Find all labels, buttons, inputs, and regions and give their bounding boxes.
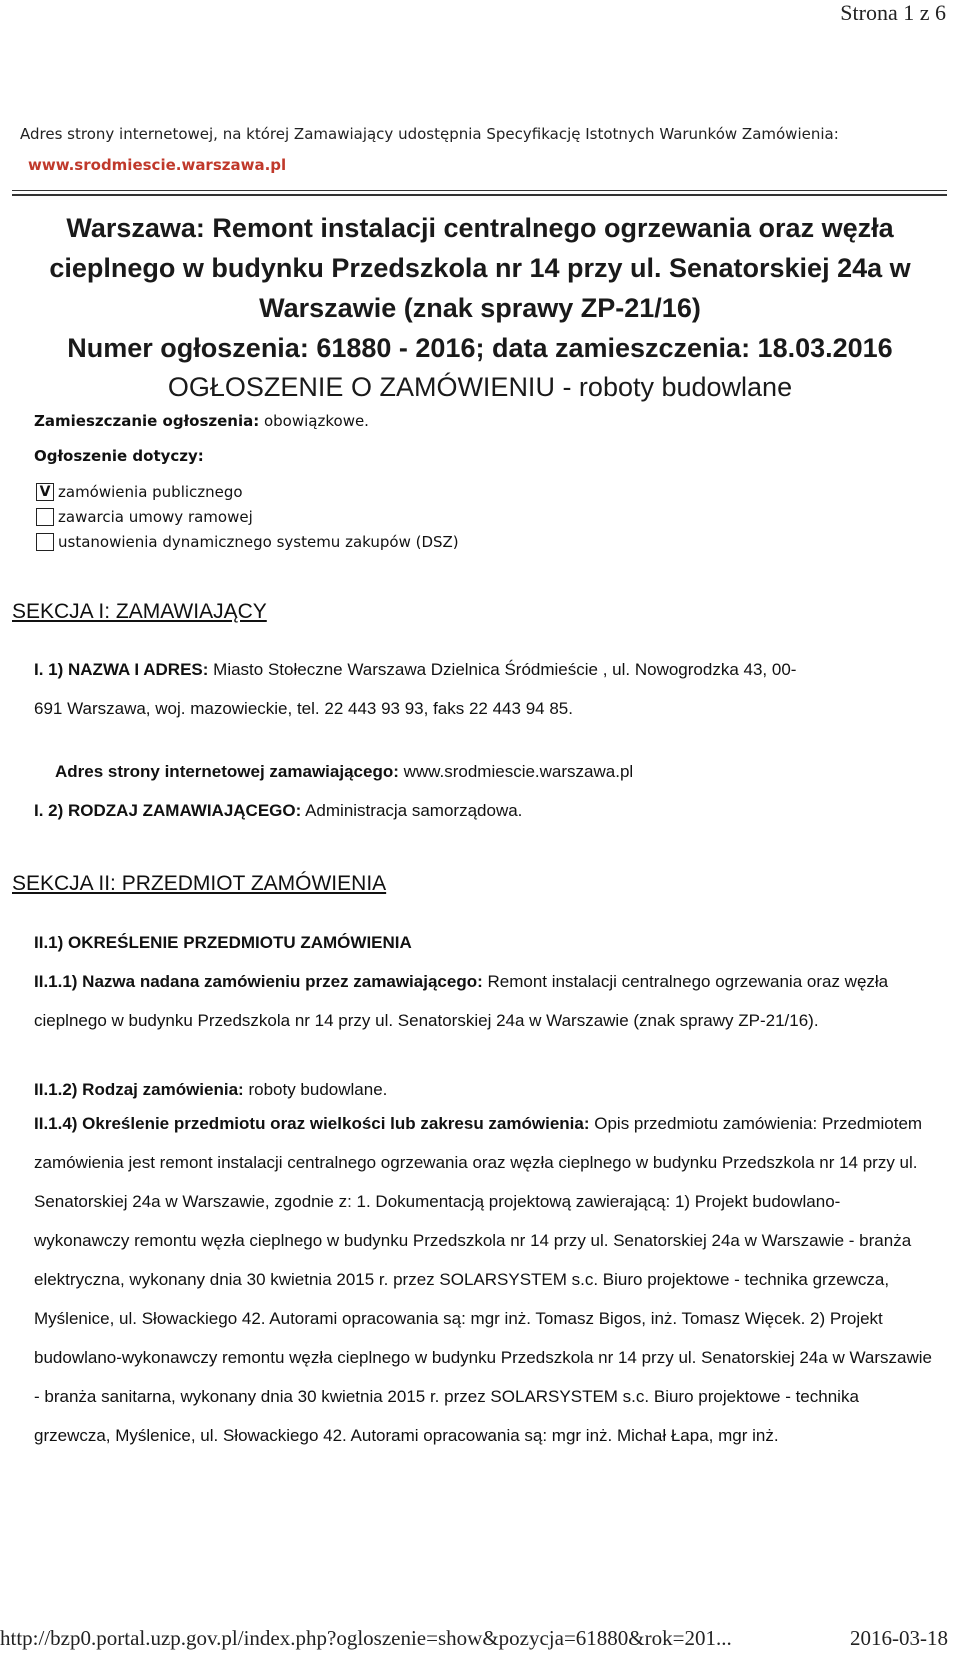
option-label: zawarcia umowy ramowej xyxy=(58,508,253,526)
title-line-3: Warszawie (znak sprawy ZP-21/16) xyxy=(259,293,701,323)
placement-value: obowiązkowe. xyxy=(263,412,369,430)
option-dsz xyxy=(36,531,459,553)
authority-type-label: I. 2) RODZAJ ZAMAWIAJĄCEGO: xyxy=(34,801,302,820)
authority-type-row xyxy=(34,801,522,821)
address-label: I. 1) NAZWA I ADRES: xyxy=(34,660,209,679)
contract-kind-value: roboty budowlane. xyxy=(248,1080,388,1099)
option-label: ustanowienia dynamicznego systemu zakupów (DSZ) xyxy=(58,533,459,551)
footer-url: http://bzp0.portal.uzp.gov.pl/index.php?ogloszenie=show&pozycja=61880&rok=201... xyxy=(0,1626,732,1650)
option-framework-agreement xyxy=(36,506,253,528)
contract-name xyxy=(34,962,934,1040)
description-value: Opis przedmiotu zamówienia: Przedmiotem zamówienia jest remont instalacji centralnego ogrzewania oraz węzła cieplnego w budynku Przedszkola nr 14 przy ul. Senatorskiej 24a w Warszawie, zgodnie z: 1. Dokumentacją projektową zawierającą: 1) Projekt budowlano-wykonawczy remontu węzła cieplnego w budynku Przedszkola nr 14 przy ul. Senatorskiej 24a w Warszawie - branża elektryczna, wykonany dnia 30 kwietnia 2015 r. przez SOLARSYSTEM s.c. Biuro projektowe - technika grzewcza, Myślenice, ul. Słowackiego 42. Autorami opracowania są: mgr inż. Tomasz Bigos, inż. Tomasz Więcek. 2) Projekt budowlano-wykonawczy remontu węzła cieplnego w budynku Przedszkola nr 14 przy ul. Senatorskiej 24a w Warszawie - branża sanitarna, wykonany dnia 30 kwietnia 2015 r. przez SOLARSYSTEM s.c. Biuro projektowe - technika grzewcza, Myślenice, ul. Słowackiego 42. Autorami opracowania są: mgr inż. Michał Łapa, mgr inż. xyxy=(34,1114,932,1445)
address-value-1: Miasto Stołeczne Warszawa Dzielnica Śródmieście , ul. Nowogrodzka 43, 00- xyxy=(213,660,797,679)
page-number: Strona 1 z 6 xyxy=(840,0,946,25)
contract-kind-label: II.1.2) Rodzaj zamówienia: xyxy=(34,1080,244,1099)
checkbox-empty xyxy=(36,533,54,551)
address-value-2: 691 Warszawa, woj. mazowieckie, tel. 22 443 93 93, faks 22 443 94 85. xyxy=(34,699,573,718)
option-public-contract xyxy=(36,481,243,503)
placement-row xyxy=(34,411,369,431)
notice-title xyxy=(20,208,940,368)
section-1-heading: SEKCJA I: ZAMAWIAJĄCY xyxy=(12,600,267,623)
concerns-label: Ogłoszenie dotyczy: xyxy=(34,447,204,465)
divider xyxy=(12,194,947,196)
divider xyxy=(12,190,947,191)
siwz-notice: Adres strony internetowej, na której Zamawiający udostępnia Specyfikację Istotnych Warunków Zamówienia: xyxy=(20,125,839,143)
website-row xyxy=(55,762,633,782)
title-line-1: Warszawa: Remont instalacji centralnego ogrzewania oraz węzła xyxy=(66,213,894,243)
contract-name-value: Remont instalacji centralnego ogrzewania oraz węzła cieplnego w budynku Przedszkola nr 14 przy ul. Senatorskiej 24a w Warszawie (znak sprawy ZP-21/16). xyxy=(34,972,889,1030)
description-label: II.1.4) Określenie przedmiotu oraz wielkości lub zakresu zamówienia: xyxy=(34,1114,590,1133)
subject-heading: II.1) OKREŚLENIE PRZEDMIOTU ZAMÓWIENIA xyxy=(34,933,412,952)
option-label: zamówienia publicznego xyxy=(58,483,243,501)
section-2-heading: SEKCJA II: PRZEDMIOT ZAMÓWIENIA xyxy=(12,872,387,895)
contracting-authority-address xyxy=(34,650,934,728)
siwz-link[interactable]: www.srodmiescie.warszawa.pl xyxy=(28,156,287,174)
placement-label: Zamieszczanie ogłoszenia: xyxy=(34,412,260,430)
authority-type-value: Administracja samorządowa. xyxy=(305,801,523,820)
contract-kind-row xyxy=(34,1080,387,1100)
website-value[interactable]: www.srodmiescie.warszawa.pl xyxy=(403,762,634,781)
title-line-4: Numer ogłoszenia: 61880 - 2016; data zamieszczenia: 18.03.2016 xyxy=(67,333,893,363)
checkbox-checked: V xyxy=(36,483,54,501)
title-line-2: cieplnego w budynku Przedszkola nr 14 przy ul. Senatorskiej 24a w xyxy=(49,253,911,283)
website-label: Adres strony internetowej zamawiającego: xyxy=(55,762,399,781)
contract-name-label: II.1.1) Nazwa nadana zamówieniu przez zamawiającego: xyxy=(34,972,483,991)
contract-description xyxy=(34,1104,934,1455)
footer-date: 2016-03-18 xyxy=(850,1626,948,1650)
checkbox-empty xyxy=(36,508,54,526)
notice-subtitle: OGŁOSZENIE O ZAMÓWIENIU - roboty budowlane xyxy=(167,372,793,402)
